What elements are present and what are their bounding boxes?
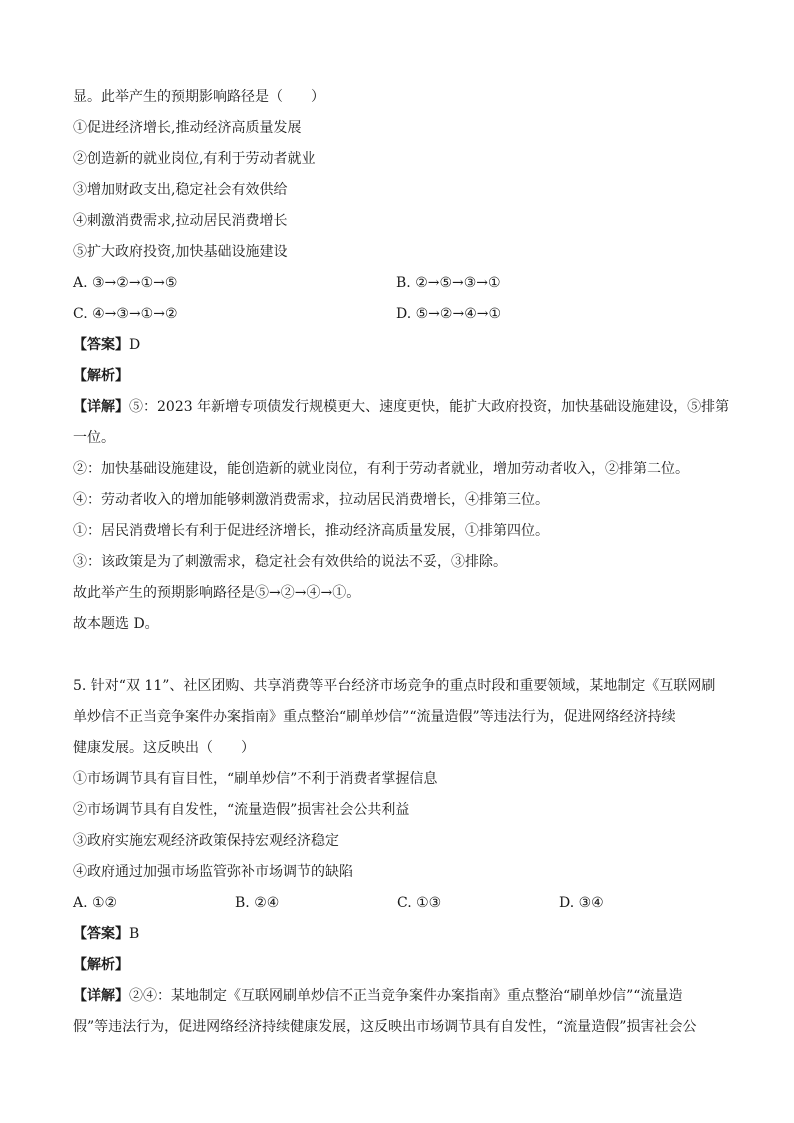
q5-item-4: ④政府通过加强市场监管弥补市场调节的缺陷 <box>73 864 353 880</box>
q5-item-3: ③政府实施宏观经济政策保持宏观经济稳定 <box>73 833 339 849</box>
q4-answer-value: D <box>129 337 141 353</box>
q5-detail-line-2: 假”等违法行为，促进网络经济持续健康发展，这反映出市场调节具有自发性，“流量造假”损害社会公 <box>73 1019 697 1035</box>
q4-option-d: D. ⑤→②→④→① <box>396 306 502 322</box>
q5-item-2: ②市场调节具有自发性，“流量造假”损害社会公共利益 <box>73 802 410 818</box>
q5-analysis-label: 【解析】 <box>73 957 129 973</box>
q5-stem-line-1: 5. 针对“双 11”、社区团购、共享消费等平台经济市场竞争的重点时段和重要领域，某地制定《互联网刷 <box>73 678 716 694</box>
q5-item-1: ①市场调节具有盲目性，“刷单炒信”不利于消费者掌握信息 <box>73 771 438 787</box>
q4-detail-line-8: 故本题选 D。 <box>73 616 159 632</box>
q5-answer-label: 【答案】 <box>73 926 129 942</box>
q5-option-d: D. ③④ <box>559 895 604 911</box>
q4-analysis-label: 【解析】 <box>73 368 129 384</box>
q5-answer-value: B <box>129 926 140 942</box>
q5-stem-line-3: 健康发展。这反映出（ ） <box>73 740 255 756</box>
q4-item-1: ①促进经济增长,推动经济高质量发展 <box>73 120 302 136</box>
q5-option-b: B. ②④ <box>235 895 280 911</box>
q5-option-a: A. ①② <box>73 895 118 911</box>
q5-detail-line-1 <box>73 981 723 1012</box>
q5-answer <box>73 919 723 950</box>
q4-stem-tail: 显。此举产生的预期影响路径是（ ） <box>73 89 325 105</box>
q5-detail-text-1: ②④：某地制定《互联网刷单炒信不正当竞争案件办案指南》重点整治“刷单炒信”“流量造 <box>129 988 683 1004</box>
q5-stem-line-2: 单炒信不正当竞争案件办案指南》重点整治“刷单炒信”“流量造假”等违法行为，促进网络经济持续 <box>73 709 676 725</box>
section-spacer <box>73 640 723 671</box>
q4-detail-text-1: ⑤：2023 年新增专项债发行规模更大、速度更快，能扩大政府投资，加快基础设施建设，⑤排第 <box>129 399 730 415</box>
document-page <box>73 82 730 1043</box>
q4-detail-line-1 <box>73 392 730 423</box>
q4-detail-line-3: ②：加快基础设施建设，能创造新的就业岗位，有利于劳动者就业，增加劳动者收入，②排第二位。 <box>73 461 689 477</box>
q4-detail-line-2: 一位。 <box>73 430 115 446</box>
q5-option-c: C. ①③ <box>397 895 442 911</box>
q4-option-b: B. ②→⑤→③→① <box>396 275 501 291</box>
q4-item-3: ③增加财政支出,稳定社会有效供给 <box>73 182 288 198</box>
q4-detail-line-5: ①：居民消费增长有利于促进经济增长，推动经济高质量发展，①排第四位。 <box>73 523 549 539</box>
q4-answer <box>73 330 723 361</box>
q4-item-5: ⑤扩大政府投资,加快基础设施建设 <box>73 244 288 260</box>
q4-options-row-1 <box>73 268 723 299</box>
q4-option-c: C. ④→③→①→② <box>73 306 178 322</box>
q4-options-row-2 <box>73 299 723 330</box>
q4-option-a: A. ③→②→①→⑤ <box>73 275 178 291</box>
q4-item-4: ④刺激消费需求,拉动居民消费增长 <box>73 213 288 229</box>
q5-options-row <box>73 888 723 919</box>
q4-detail-line-7: 故此举产生的预期影响路径是⑤→②→④→①。 <box>73 585 361 601</box>
q4-item-2: ②创造新的就业岗位,有利于劳动者就业 <box>73 151 316 167</box>
q4-detail-line-4: ④：劳动者收入的增加能够刺激消费需求，拉动居民消费增长，④排第三位。 <box>73 492 549 508</box>
q5-detail-label: 【详解】 <box>73 988 129 1004</box>
q4-detail-label: 【详解】 <box>73 399 129 415</box>
q4-detail-line-6: ③：该政策是为了刺激需求，稳定社会有效供给的说法不妥，③排除。 <box>73 554 507 570</box>
q4-answer-label: 【答案】 <box>73 337 129 353</box>
